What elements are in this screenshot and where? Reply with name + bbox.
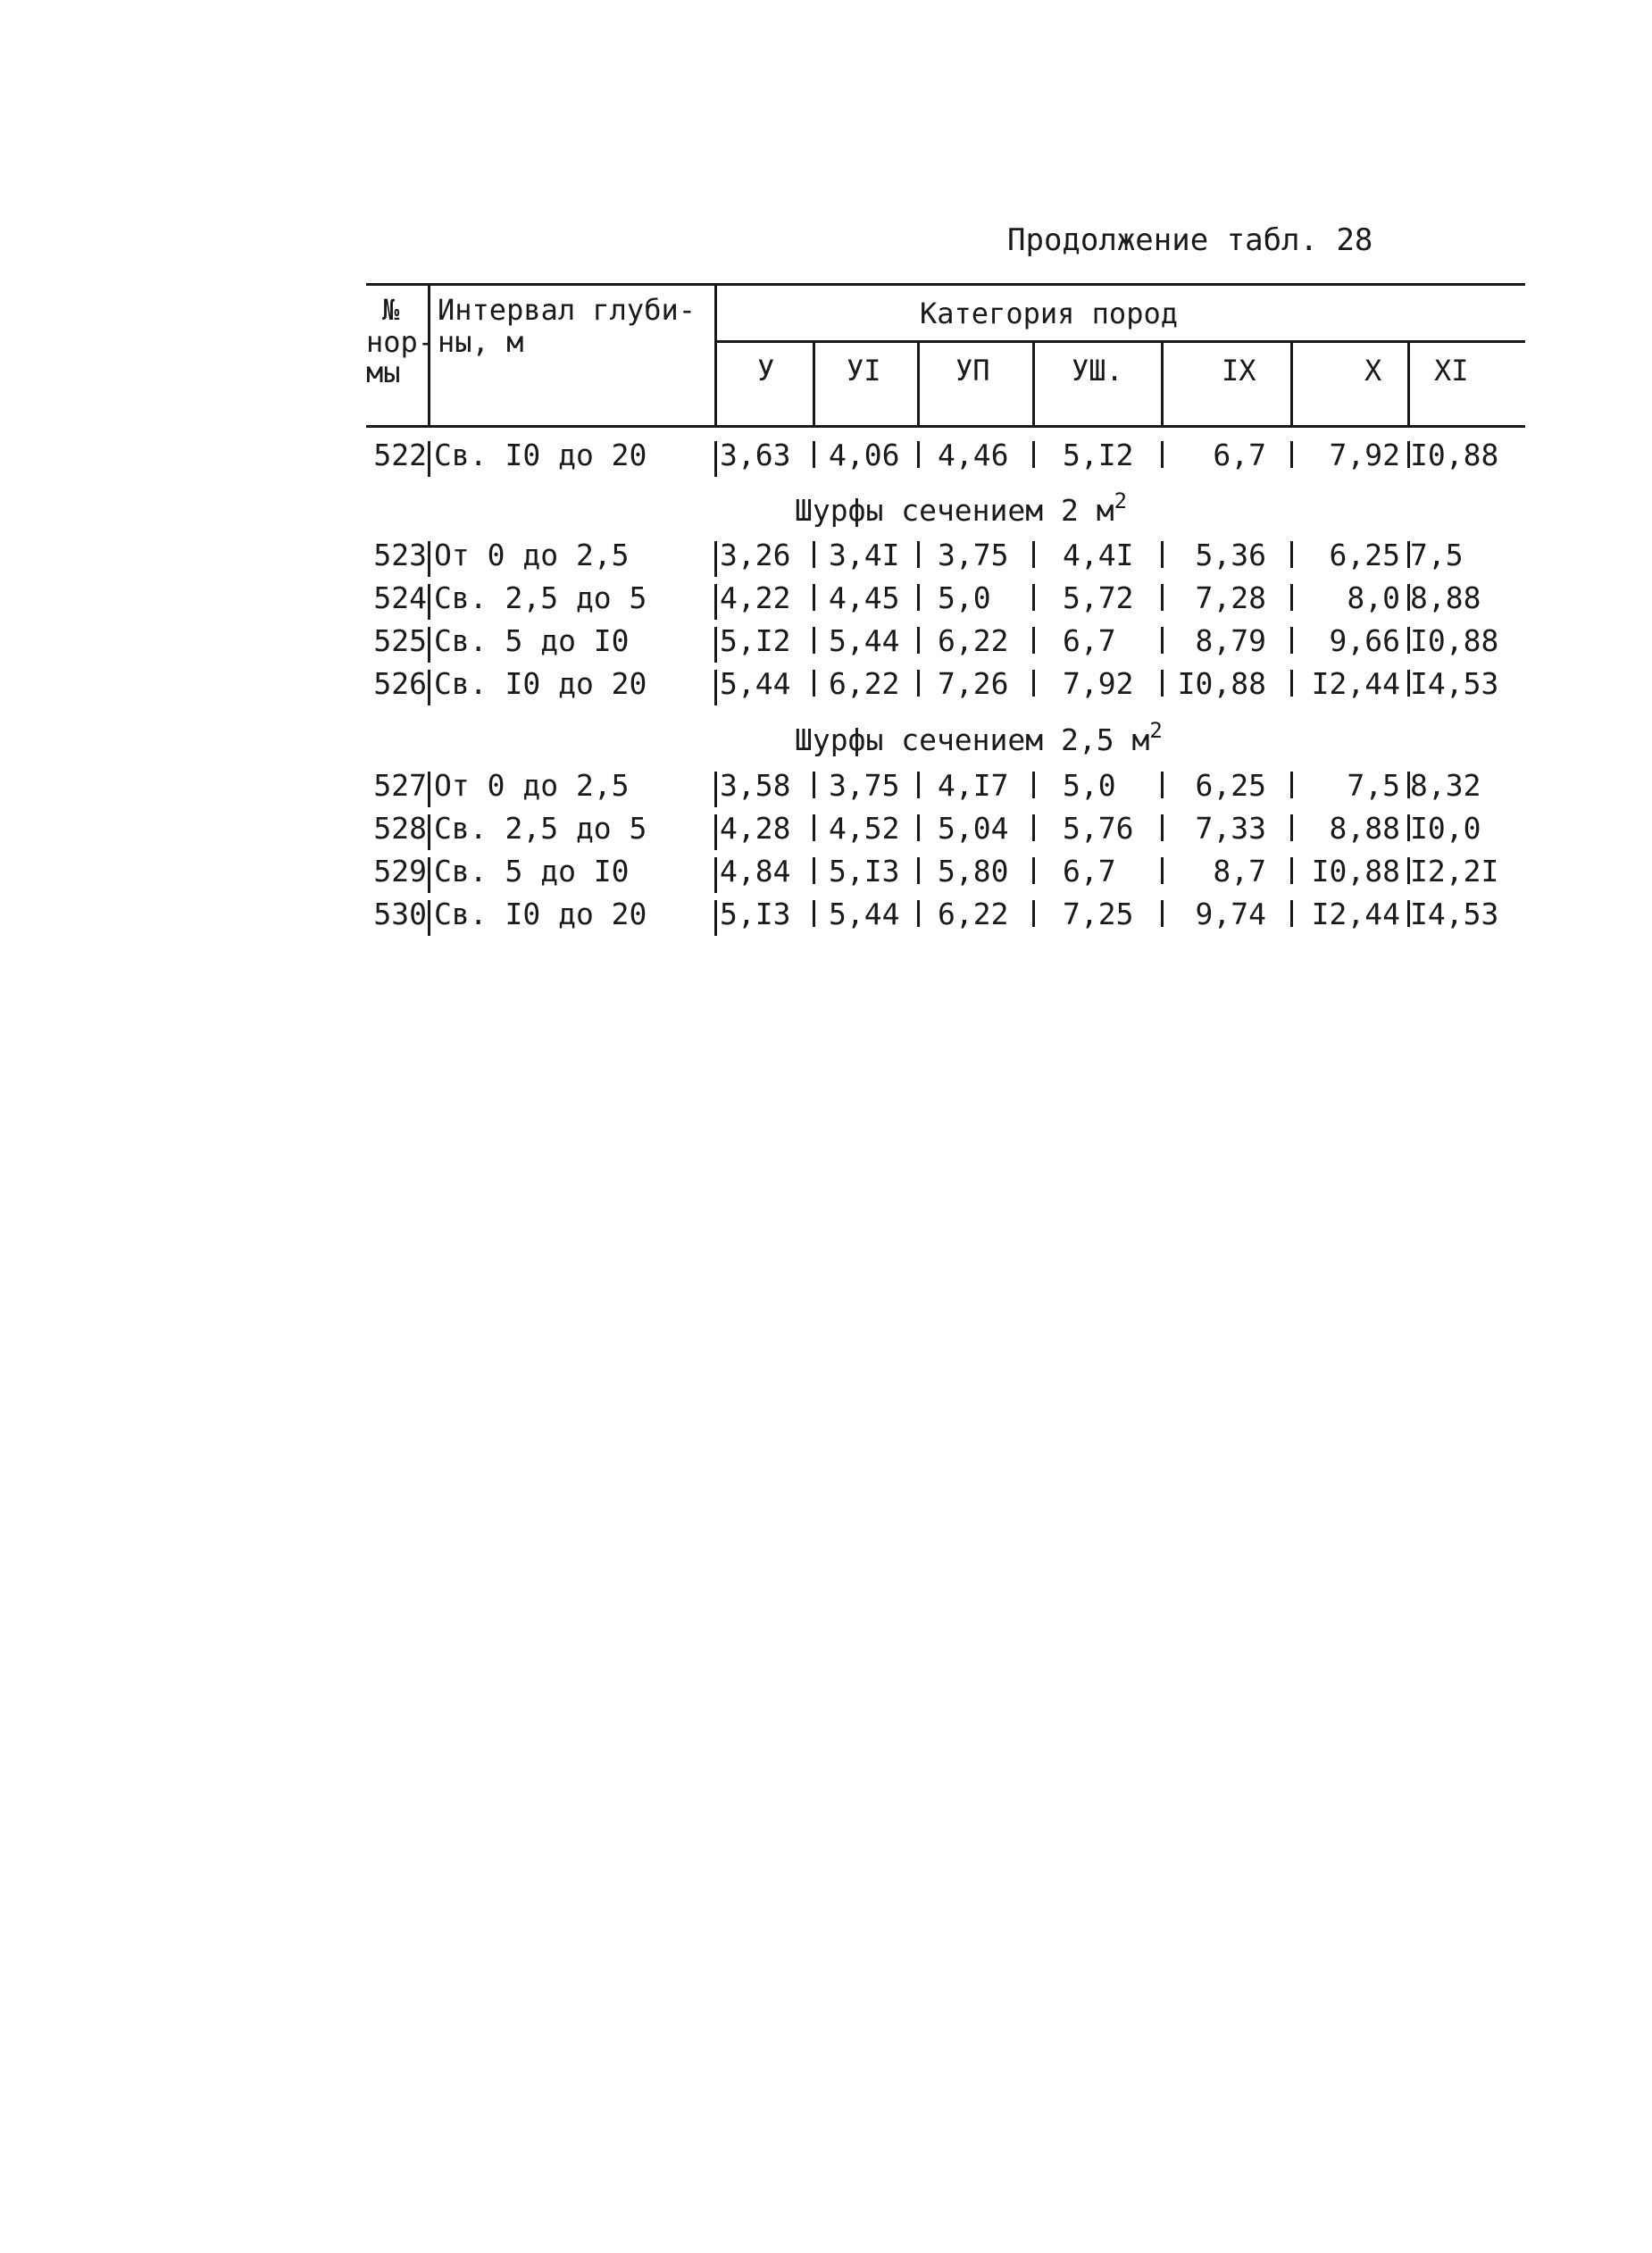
row-529-value-up: 5,80: [938, 854, 1009, 889]
row-530-value-ix: 9,74: [1195, 897, 1266, 931]
header-no-line2: нор-: [366, 325, 436, 359]
row-527-value-up: 4,I7: [938, 768, 1009, 803]
row-divider: [1290, 441, 1293, 468]
row-divider: [917, 857, 920, 884]
row-526-value-ush: 7,92: [1063, 666, 1134, 701]
row-523-value-ush: 4,4I: [1063, 538, 1134, 572]
row-525-no: 525: [373, 623, 427, 658]
row-522-no: 522: [373, 438, 427, 472]
row-528-value-ui: 4,52: [829, 811, 900, 846]
row-divider: [714, 857, 717, 893]
section-title-25m2-exponent: 2: [1149, 718, 1163, 743]
row-divider: [1032, 541, 1035, 568]
row-523-value-u: 3,26: [720, 538, 791, 572]
row-528-value-ix: 7,33: [1195, 811, 1266, 846]
row-divider: [813, 627, 815, 654]
header-divider-cat-6: [1407, 343, 1410, 426]
row-divider: [813, 584, 815, 611]
row-530-value-u: 5,I3: [720, 897, 791, 931]
row-divider: [917, 627, 920, 654]
row-525-value-ui: 5,44: [829, 623, 900, 658]
row-divider: [813, 772, 815, 798]
row-530-interval: Св. I0 до 20: [434, 897, 647, 931]
row-522-value-xi: I0,88: [1410, 438, 1499, 472]
row-530-no: 530: [373, 897, 427, 931]
header-category-title: Категория пород: [920, 296, 1178, 330]
row-524-value-ix: 7,28: [1195, 580, 1266, 615]
header-divider-cat-4: [1161, 343, 1164, 426]
row-528-interval: Св. 2,5 до 5: [434, 811, 647, 846]
row-525-value-ix: 8,79: [1195, 623, 1266, 658]
row-530-value-ush: 7,25: [1063, 897, 1134, 931]
header-category-2: УI: [847, 354, 881, 388]
row-526-interval: Св. I0 до 20: [434, 666, 647, 701]
row-530-value-x: I2,44: [1311, 897, 1400, 931]
row-525-value-ush: 6,7: [1063, 623, 1116, 658]
row-divider: [714, 541, 717, 577]
row-divider: [917, 441, 920, 468]
row-523-value-x: 6,25: [1329, 538, 1400, 572]
row-528-value-u: 4,28: [720, 811, 791, 846]
row-526-value-ix: I0,88: [1177, 666, 1266, 701]
row-divider: [1161, 670, 1164, 697]
row-526-value-x: I2,44: [1311, 666, 1400, 701]
row-divider: [1161, 441, 1164, 468]
row-divider: [714, 814, 717, 850]
row-divider: [917, 670, 920, 697]
row-526-no: 526: [373, 666, 427, 701]
row-525-value-xi: I0,88: [1410, 623, 1499, 658]
row-526-value-ui: 6,22: [829, 666, 900, 701]
row-divider: [1161, 857, 1164, 884]
row-divider: [813, 814, 815, 841]
row-526-value-u: 5,44: [720, 666, 791, 701]
row-523-value-up: 3,75: [938, 538, 1009, 572]
row-527-value-ush: 5,0: [1063, 768, 1116, 803]
row-522-value-ix: 6,7: [1213, 438, 1266, 472]
row-divider: [428, 900, 430, 936]
row-528-value-up: 5,04: [938, 811, 1009, 846]
row-524-value-up: 5,0: [938, 580, 991, 615]
row-527-value-ix: 6,25: [1195, 768, 1266, 803]
row-divider: [714, 441, 717, 477]
header-category-1: У: [757, 354, 775, 388]
row-divider: [428, 584, 430, 620]
row-divider: [917, 772, 920, 798]
header-divider-cat-1: [813, 343, 815, 426]
row-526-value-xi: I4,53: [1410, 666, 1499, 701]
row-524-value-ush: 5,72: [1063, 580, 1134, 615]
row-529-value-ix: 8,7: [1213, 854, 1266, 889]
row-529-value-ush: 6,7: [1063, 854, 1116, 889]
row-527-no: 527: [373, 768, 427, 803]
row-525-interval: Св. 5 до I0: [434, 623, 630, 658]
row-522-value-u: 3,63: [720, 438, 791, 472]
header-no-symbol: №: [382, 293, 400, 327]
row-522-value-ush: 5,I2: [1063, 438, 1134, 472]
header-no-line3: мы: [366, 355, 401, 389]
row-527-value-u: 3,58: [720, 768, 791, 803]
row-divider: [714, 584, 717, 620]
table-caption: Продолжение табл. 28: [1007, 222, 1373, 258]
category-header-rule: [714, 340, 1525, 343]
header-divider-cat-5: [1290, 343, 1293, 426]
row-522-value-x: 7,92: [1329, 438, 1400, 472]
row-529-value-ui: 5,I3: [829, 854, 900, 889]
row-divider: [1161, 772, 1164, 798]
header-category-5: IX: [1222, 354, 1256, 388]
row-divider: [1032, 441, 1035, 468]
row-523-value-ix: 5,36: [1195, 538, 1266, 572]
row-528-no: 528: [373, 811, 427, 846]
row-divider: [428, 857, 430, 893]
row-524-interval: Св. 2,5 до 5: [434, 580, 647, 615]
row-524-value-xi: 8,88: [1410, 580, 1481, 615]
row-divider: [1032, 772, 1035, 798]
row-divider: [714, 772, 717, 807]
row-divider: [714, 627, 717, 663]
row-528-value-ush: 5,76: [1063, 811, 1134, 846]
row-divider: [1032, 627, 1035, 654]
row-526-value-up: 7,26: [938, 666, 1009, 701]
row-525-value-up: 6,22: [938, 623, 1009, 658]
row-divider: [1290, 541, 1293, 568]
row-divider: [917, 814, 920, 841]
row-divider: [714, 900, 717, 936]
row-divider: [714, 670, 717, 705]
row-divider: [813, 900, 815, 927]
row-divider: [813, 857, 815, 884]
header-interval-line1: Интервал глуби-: [438, 293, 696, 327]
row-529-interval: Св. 5 до I0: [434, 854, 630, 889]
row-divider: [1161, 541, 1164, 568]
row-528-value-xi: I0,0: [1410, 811, 1481, 846]
row-divider: [428, 772, 430, 807]
row-523-value-xi: 7,5: [1410, 538, 1464, 572]
row-527-value-x: 7,5: [1347, 768, 1400, 803]
row-523-value-ui: 3,4I: [829, 538, 900, 572]
row-529-value-u: 4,84: [720, 854, 791, 889]
row-523-no: 523: [373, 538, 427, 572]
section-title-25m2-text: Шурфы сечением 2,5 м: [795, 722, 1150, 757]
row-divider: [1161, 627, 1164, 654]
row-divider: [1290, 814, 1293, 841]
section-title-2m2-exponent: 2: [1114, 488, 1128, 513]
header-interval-line2: ны, м: [438, 325, 524, 359]
row-524-no: 524: [373, 580, 427, 615]
header-divider-cat-3: [1032, 343, 1035, 426]
row-527-value-ui: 3,75: [829, 768, 900, 803]
row-divider: [428, 441, 430, 477]
row-529-value-xi: I2,2I: [1410, 854, 1499, 889]
row-528-value-x: 8,88: [1329, 811, 1400, 846]
row-divider: [1290, 772, 1293, 798]
row-524-value-x: 8,0: [1347, 580, 1400, 615]
row-divider: [1032, 584, 1035, 611]
row-524-value-ui: 4,45: [829, 580, 900, 615]
section-title-2m2: [795, 489, 1127, 532]
row-523-interval: От 0 до 2,5: [434, 538, 630, 572]
row-divider: [1161, 584, 1164, 611]
row-530-value-xi: I4,53: [1410, 897, 1499, 931]
row-divider: [1290, 670, 1293, 697]
header-category-7: XI: [1434, 354, 1469, 388]
row-522-value-up: 4,46: [938, 438, 1009, 472]
row-divider: [1032, 670, 1035, 697]
row-530-value-up: 6,22: [938, 897, 1009, 931]
section-title-25m2: [795, 719, 1163, 762]
row-divider: [1290, 584, 1293, 611]
row-divider: [428, 814, 430, 850]
row-divider: [428, 541, 430, 577]
row-divider: [917, 584, 920, 611]
row-divider: [1290, 627, 1293, 654]
row-divider: [813, 441, 815, 468]
header-category-4: УШ.: [1072, 354, 1123, 388]
row-divider: [1161, 814, 1164, 841]
row-525-value-x: 9,66: [1329, 623, 1400, 658]
row-divider: [917, 900, 920, 927]
row-524-value-u: 4,22: [720, 580, 791, 615]
table-top-rule: [366, 283, 1525, 286]
row-divider: [1161, 900, 1164, 927]
row-divider: [813, 541, 815, 568]
row-divider: [1032, 900, 1035, 927]
row-divider: [917, 541, 920, 568]
row-529-value-x: I0,88: [1311, 854, 1400, 889]
header-bottom-rule: [366, 425, 1525, 428]
row-530-value-ui: 5,44: [829, 897, 900, 931]
row-divider: [1290, 900, 1293, 927]
row-divider: [1032, 814, 1035, 841]
header-category-3: УП: [955, 354, 990, 388]
row-divider: [813, 670, 815, 697]
row-527-value-xi: 8,32: [1410, 768, 1481, 803]
row-527-interval: От 0 до 2,5: [434, 768, 630, 803]
row-divider: [428, 627, 430, 663]
header-category-6: X: [1364, 354, 1382, 388]
row-522-interval: Св. I0 до 20: [434, 438, 647, 472]
section-title-2m2-text: Шурфы сечением 2 м: [795, 493, 1114, 528]
header-divider-interval: [714, 286, 717, 426]
row-529-no: 529: [373, 854, 427, 889]
header-divider-cat-2: [917, 343, 920, 426]
row-525-value-u: 5,I2: [720, 623, 791, 658]
row-522-value-ui: 4,06: [829, 438, 900, 472]
row-divider: [1032, 857, 1035, 884]
row-divider: [1290, 857, 1293, 884]
row-divider: [428, 670, 430, 705]
